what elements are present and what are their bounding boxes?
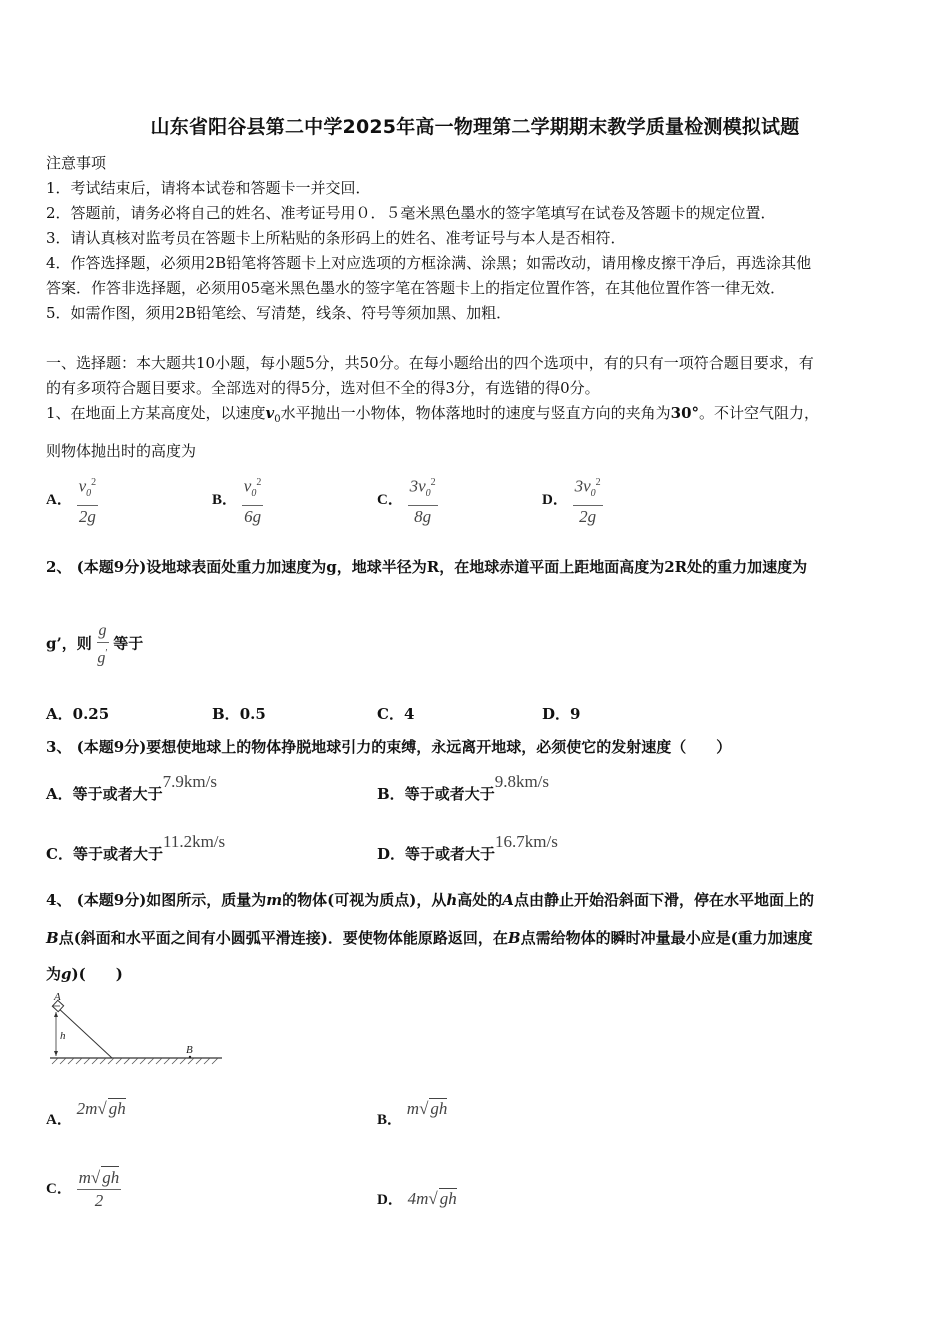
q1-option-b-formula: $\frac{v_0^2}{6g}$ [242,472,264,528]
figure-label-a: A [54,991,61,1003]
q1-option-d-formula: $\frac{3v_0^2}{2g}$ [573,472,603,528]
notice-item: 答案．作答非选择题，必须用05毫米黑色墨水的签字笔在答题卡上的指定位置作答，在其他位置作答一律无效． [46,279,786,297]
q4-stem-line2: B点(斜面和水平面之间有小圆弧平滑连接)．要使物体能原路返回，在B点需给物体的瞬时冲量最小应是(重力加速度 [46,929,813,947]
q1-option-b[interactable]: B． $\frac{v_0^2}{6g}$ [212,472,263,528]
q4-stem-line1: 4、 (本题9分)如图所示，质量为m的物体(可视为质点)，从h高处的A点由静止开始沿斜面下滑，停在水平地面上的 [46,891,814,909]
q4-option-b[interactable]: B． m√ gh [377,1099,448,1128]
q1-option-a[interactable]: A． $\frac{v_0^2}{2g}$ [46,472,98,528]
q2-option-c[interactable]: C．4 [377,705,415,723]
q1-option-c-formula: $\frac{3v_0^2}{8g}$ [408,472,438,528]
q1-option-d[interactable]: D． $\frac{3v_0^2}{2g}$ [542,472,603,528]
q2-ratio-formula: $\frac{g}{g'}$ [97,622,108,667]
notice-item: 2．答题前，请务必将自己的姓名、准考证号用０．５毫米黑色墨水的签字笔填写在试卷及答题卡的规定位置． [46,204,776,222]
q4-option-d[interactable]: D． 4m√ gh [377,1189,457,1208]
q4-option-c[interactable]: C． $\frac{m√ gh}{2}$ [46,1168,120,1210]
notice-heading: 注意事项 [46,154,107,172]
q3-option-c[interactable]: C．等于或者大于11.2km/s [46,832,226,863]
q4-option-d-formula: 4m√ gh [407,1189,457,1208]
q1-option-a-formula: $\frac{v_0^2}{2g}$ [77,472,99,528]
q1-stem-line2: 则物体抛出时的高度为 [46,442,197,460]
q4-incline-figure [46,990,226,1070]
q4-option-a[interactable]: A． 2m√ gh [46,1099,126,1128]
q1-option-c[interactable]: C． $\frac{3v_0^2}{8g}$ [377,472,438,528]
q3-stem: 3、 (本题9分)要想使地球上的物体挣脱地球引力的束缚，永远离开地球，必须使它的发射速度（ ） [46,738,732,756]
q4-option-a-formula: 2m√ gh [76,1099,126,1118]
q2-option-a[interactable]: A．0.25 [46,705,110,723]
q1-stem: 1、在地面上方某高度处，以速度$v_0$水平抛出一小物体，物体落地时的速度与竖直方向的夹角为30°。不计空气阻力， [46,404,820,425]
notice-item: 1．考试结束后，请将本试卷和答题卡一并交回． [46,179,371,197]
section-line: 一、选择题：本大题共10小题，每小题5分，共50分。在每小题给出的四个选项中，有的只有一项符合题目要求，有 [46,354,814,372]
figure-label-b: B [186,1044,193,1056]
q4-option-c-formula: $\frac{m√ gh}{2}$ [78,1168,120,1210]
notice-item: 5．如需作图，须用2B铅笔绘、写清楚，线条、符号等须加黑、加粗． [46,304,512,322]
q3-option-a[interactable]: A．等于或者大于7.9km/s [46,772,217,803]
q2-option-d[interactable]: D．9 [542,705,581,723]
ground-hatching [52,1058,218,1064]
section-line: 的有多项符合题目要求。全部选对的得5分，选对但不全的得3分，有选错的得0分。 [46,379,600,397]
q2-stem-line2: g’，则 $\frac{g}{g'}$ 等于 [46,620,143,669]
notice-item: 3．请认真核对监考员在答题卡上所粘贴的条形码上的姓名、准考证号与本人是否相符． [46,229,626,247]
q3-option-b[interactable]: B．等于或者大于9.8km/s [377,772,550,803]
q3-option-d[interactable]: D．等于或者大于16.7km/s [377,832,558,863]
page-title: 山东省阳谷县第二中学2025年高一物理第二学期期末教学质量检测模拟试题 [150,116,800,138]
q2-stem: 2、 (本题9分)设地球表面处重力加速度为g，地球半径为R，在地球赤道平面上距地面高度为2R处的重力加速度为 [46,558,808,576]
q2-option-b[interactable]: B．0.5 [212,705,266,723]
q4-stem-line3: 为g)( ) [46,965,123,983]
figure-label-h: h [60,1030,66,1042]
notice-item: 4．作答选择题，必须用2B铅笔将答题卡上对应选项的方框涂满、涂黑；如需改动，请用橡皮擦干净后，再选涂其他 [46,254,812,272]
q4-option-b-formula: m√ gh [406,1099,448,1118]
